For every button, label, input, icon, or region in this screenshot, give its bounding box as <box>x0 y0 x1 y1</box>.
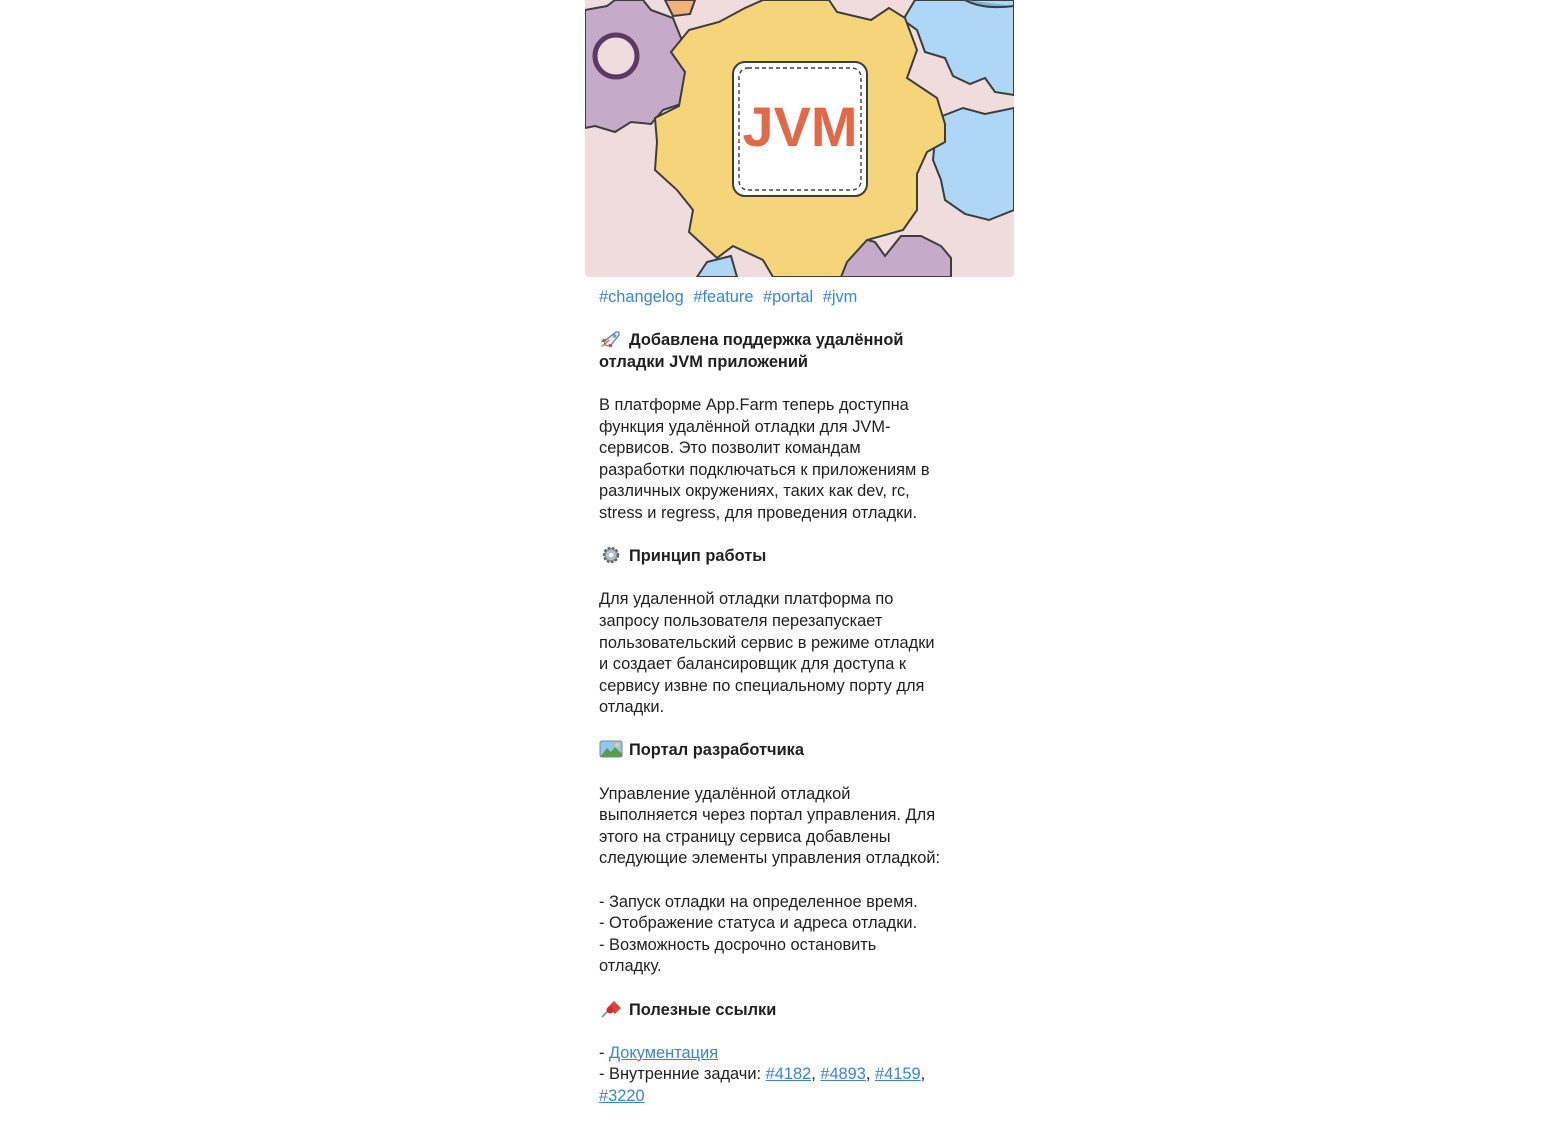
rocket-icon <box>599 330 623 348</box>
intro-paragraph: В платформе App.Farm теперь доступна функция удалённой отладки для JVM- сервисов. Это позволит командам разработки подключаться к приложениям в различных окружениях, таких как dev, rc, stress и regress, для проведения отладки. <box>599 395 930 522</box>
list-item: - Возможность досрочно остановить <box>599 935 877 954</box>
list-item: - Запуск отладки на определенное время. <box>599 892 918 911</box>
portal-heading: Портал разработчика <box>599 740 999 762</box>
post-body <box>599 287 999 1129</box>
list-item: отладку. <box>599 957 662 976</box>
task-link-3220[interactable]: #3220 <box>599 1086 645 1105</box>
task-link-4182[interactable]: #4182 <box>765 1065 812 1084</box>
links-list: - Документация - Внутренние задачи: #4182, #4893, #4159, #3220 <box>599 1043 926 1105</box>
gears-illustration <box>585 0 1014 277</box>
portal-paragraph: Управление удалённой отладкой выполняется через портал управления. Для этого на страницу сервиса добавлены следующие элементы управления отладкой: <box>599 784 941 868</box>
principle-heading: Принцип работы <box>599 546 999 568</box>
hashtag-portal[interactable]: #portal <box>763 288 814 306</box>
task-link-4159[interactable]: #4159 <box>875 1065 921 1084</box>
hashtag-feature[interactable]: #feature <box>693 288 754 306</box>
hashtag-jvm[interactable]: #jvm <box>822 288 858 306</box>
portal-feature-list <box>599 892 999 978</box>
links-heading: Полезные ссылки <box>599 1000 999 1022</box>
landscape-icon <box>599 740 623 758</box>
principle-paragraph: Для удаленной отладки платформа по запросу пользователя перезапускает пользовательский сервис в режиме отладки и создает балансировщик для доступа к сервису извне по специальному порту для отладки. <box>599 590 935 717</box>
post <box>585 0 1014 1114</box>
gear-icon <box>599 546 623 564</box>
jvm-badge <box>733 62 867 196</box>
jvm-label: JVM <box>742 95 858 158</box>
documentation-link[interactable]: Документация <box>609 1043 719 1062</box>
pushpin-icon <box>599 1000 623 1018</box>
list-item: - Отображение статуса и адреса отладки. <box>599 914 918 933</box>
post-title: Добавлена поддержка удалённой отладки JVM приложений <box>599 331 904 371</box>
hashtag-list <box>599 287 999 309</box>
task-link-4893[interactable]: #4893 <box>820 1065 866 1084</box>
hero-image[interactable] <box>585 0 1014 277</box>
hashtag-changelog[interactable]: #changelog <box>599 288 684 306</box>
